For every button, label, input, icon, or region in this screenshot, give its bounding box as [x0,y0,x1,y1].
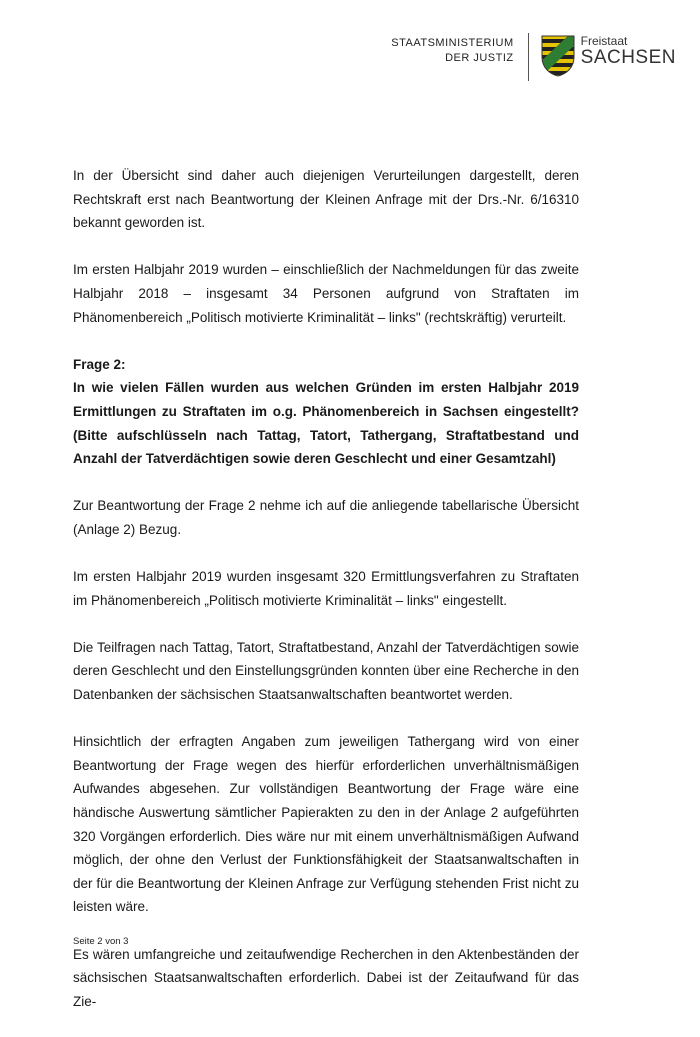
paragraph-1: In der Übersicht sind daher auch diejenigen Verurteilungen dargestellt, deren Rechtskraft erst nach Beantwortung der Kleinen Anfrage mit der Drs.-Nr. 6/16310 bekannt geworden ist. [73,168,579,231]
ministry-line-2: DER JUSTIZ [445,52,514,64]
paragraph-5: Die Teilfragen nach Tattag, Tatort, Straftatbestand, Anzahl der Tatverdächtigen sowie deren Geschlecht und den Einstellungsgründen konnten über eine Recherche in den Datenbanken der sächsischen Staatsanwaltschaften beantwortet werden. [73,639,579,703]
ministry-name [391,36,513,66]
paragraph-2: Im ersten Halbjahr 2019 wurden – einschließlich der Nachmeldungen für das zweite Halbjahr 2018 – insgesamt 34 Personen aufgrund von Straftaten im Phänomenbereich „Politisch motivierte Kriminalität – links" (rechtskräftig) verurteilt. [73,262,579,325]
saxony-coat-of-arms-icon [541,35,575,77]
question-text: In wie vielen Fällen wurden aus welchen Gründen im ersten Halbjahr 2019 Ermittlungen zu Straftaten im o.g. Phänomenbereich in Sachsen eingestellt? (Bitte aufschlüsseln nach Tattag, Tatort, Tathergang, Straftatbestand und Anzahl der Tatverdächtigen sowie deren Geschlecht und einer Gesamtzahl) [73,380,579,467]
letter-body [73,164,579,1037]
ministry-line-1: STAATSMINISTERIUM [391,37,514,49]
paragraph-6: Hinsichtlich der erfragten Angaben zum jeweiligen Tathergang wird von einer Beantwortung der Frage wegen des hierfür erforderlichen unverhältnismäßigen Aufwandes abgesehen. Zur vollständigen Beantwortung der Frage wäre eine händische Auswertung sämtlicher Papierakten zu den in der Anlage 2 aufgeführten 320 Vorgängen erforderlich. Dies wäre nur mit einem unverhältnismäßigen Aufwand möglich, der ohne den Verlust der Funktionsfähigkeit der Staatsanwaltschaften in der für die Beantwortung der Kleinen Anfrage zur Verfügung stehenden Frist nicht zu leisten wäre. [73,734,579,915]
paragraph-3: Zur Beantwortung der Frage 2 nehme ich auf die anliegende tabellarische Übersicht (Anlage 2) Bezug. [73,498,579,537]
paragraph-4: Im ersten Halbjahr 2019 wurden insgesamt 320 Ermittlungsverfahren zu Straftaten im Phänomenbereich „Politisch motivierte Kriminalität – links" eingestellt. [73,569,579,608]
state-label-big: SACHSEN [580,47,676,68]
state-label-small: Freistaat [580,34,628,48]
paragraph-7: Es wären umfangreiche und zeitaufwendige Recherchen in den Aktenbeständen der sächsischen Staatsanwaltschaften erforderlich. Dabei ist der Zeitaufwand für das Zie- [73,946,579,1009]
page-number: Seite 2 von 3 [73,936,129,947]
question-label: Frage 2: [73,356,126,372]
letterhead [391,33,676,83]
state-wordmark [581,33,676,68]
header-divider [528,33,529,81]
